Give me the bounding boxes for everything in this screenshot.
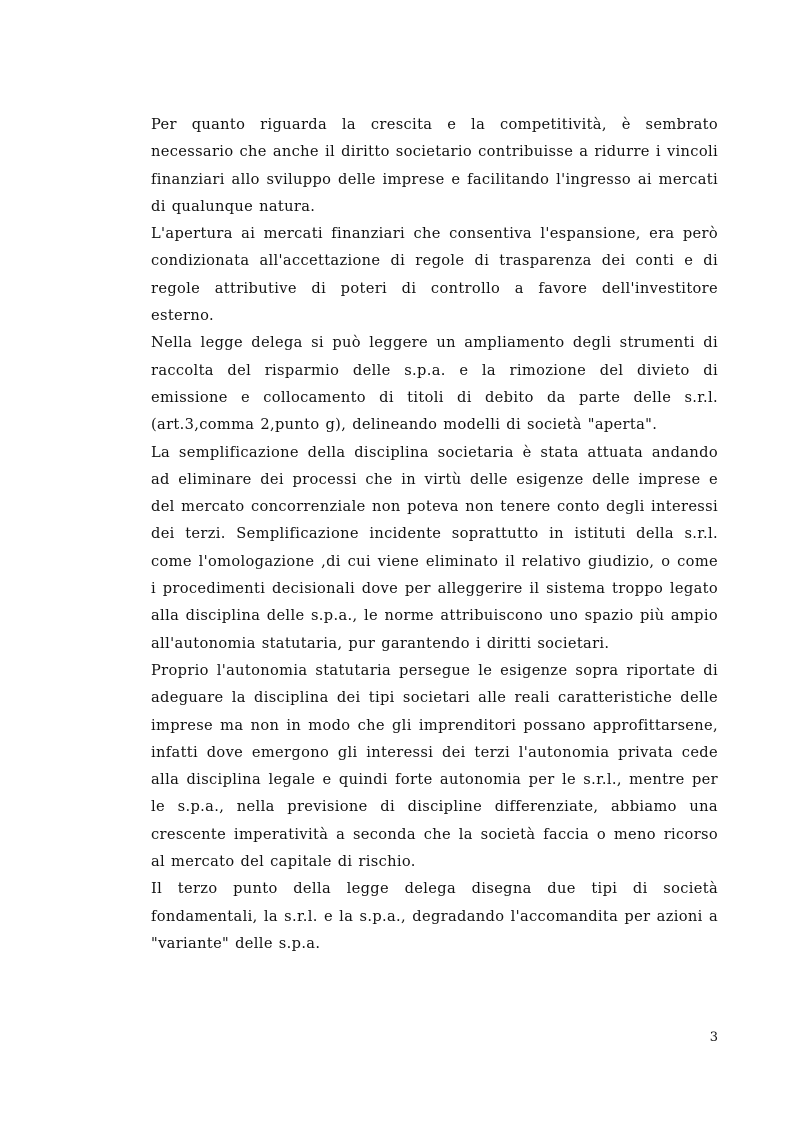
paragraph-growth-competitiveness: Per quanto riguarda la crescita e la competitività, è sembrato necessario che anche il diritto societario contribuisse a ridurre i vincoli finanziari allo sviluppo delle imprese e facilitando l'ingresso ai mercati di qualunque natura. bbox=[151, 116, 718, 215]
paragraph-simplification: La semplificazione della disciplina societaria è stata attuata andando ad eliminare dei processi che in virtù delle esigenze delle imprese e del mercato concorrenziale non poteva non tenere conto degli interessi dei terzi. Semplificazione incidente soprattutto in istituti della s.r.l. come l'omologazione ,di cui viene eliminato il relativo giudizio, o come i procedimenti decisionali dove per alleggerire il sistema troppo legato alla disciplina delle s.p.a., le norme attribuiscono uno spazio più ampio all'autonomia statutaria, pur garantendo i diritti societari. bbox=[151, 443, 718, 652]
paragraph-legge-delega-instruments: Nella legge delega si può leggere un ampliamento degli strumenti di raccolta del risparmio delle s.p.a. e la rimozione del divieto di emissione e collocamento di titoli di debito da parte delle s.r.l.(art.3,comma 2,punto g), delineando modelli di società "aperta". bbox=[151, 334, 718, 434]
paragraph-company-types: Il terzo punto della legge delega disegna due tipi di società fondamentali, la s.r.l. e la s.p.a., degradando l'accomandita per azioni a "variante" delle s.p.a. bbox=[151, 880, 718, 952]
paragraph-financial-markets-opening: L'apertura ai mercati finanziari che consentiva l'espansione, era però condizionata all'accettazione di regole di trasparenza dei conti e di regole attributive di poteri di controllo a favore dell'investitore esterno. bbox=[151, 225, 718, 325]
body-text bbox=[151, 111, 718, 957]
paragraph-statutory-autonomy: Proprio l'autonomia statutaria persegue le esigenze sopra riportate di adeguare la disciplina dei tipi societari alle reali caratteristiche delle imprese ma non in modo che gli imprenditori possano approfittarsene, infatti dove emergono gli interessi dei terzi l'autonomia privata cede alla disciplina legale e quindi forte autonomia per le s.r.l., mentre per le s.p.a., nella previsione di discipline differenziate, abbiamo una crescente imperatività a seconda che la società faccia o meno ricorso al mercato del capitale di rischio. bbox=[151, 661, 718, 871]
page-number: 3 bbox=[709, 1030, 718, 1045]
